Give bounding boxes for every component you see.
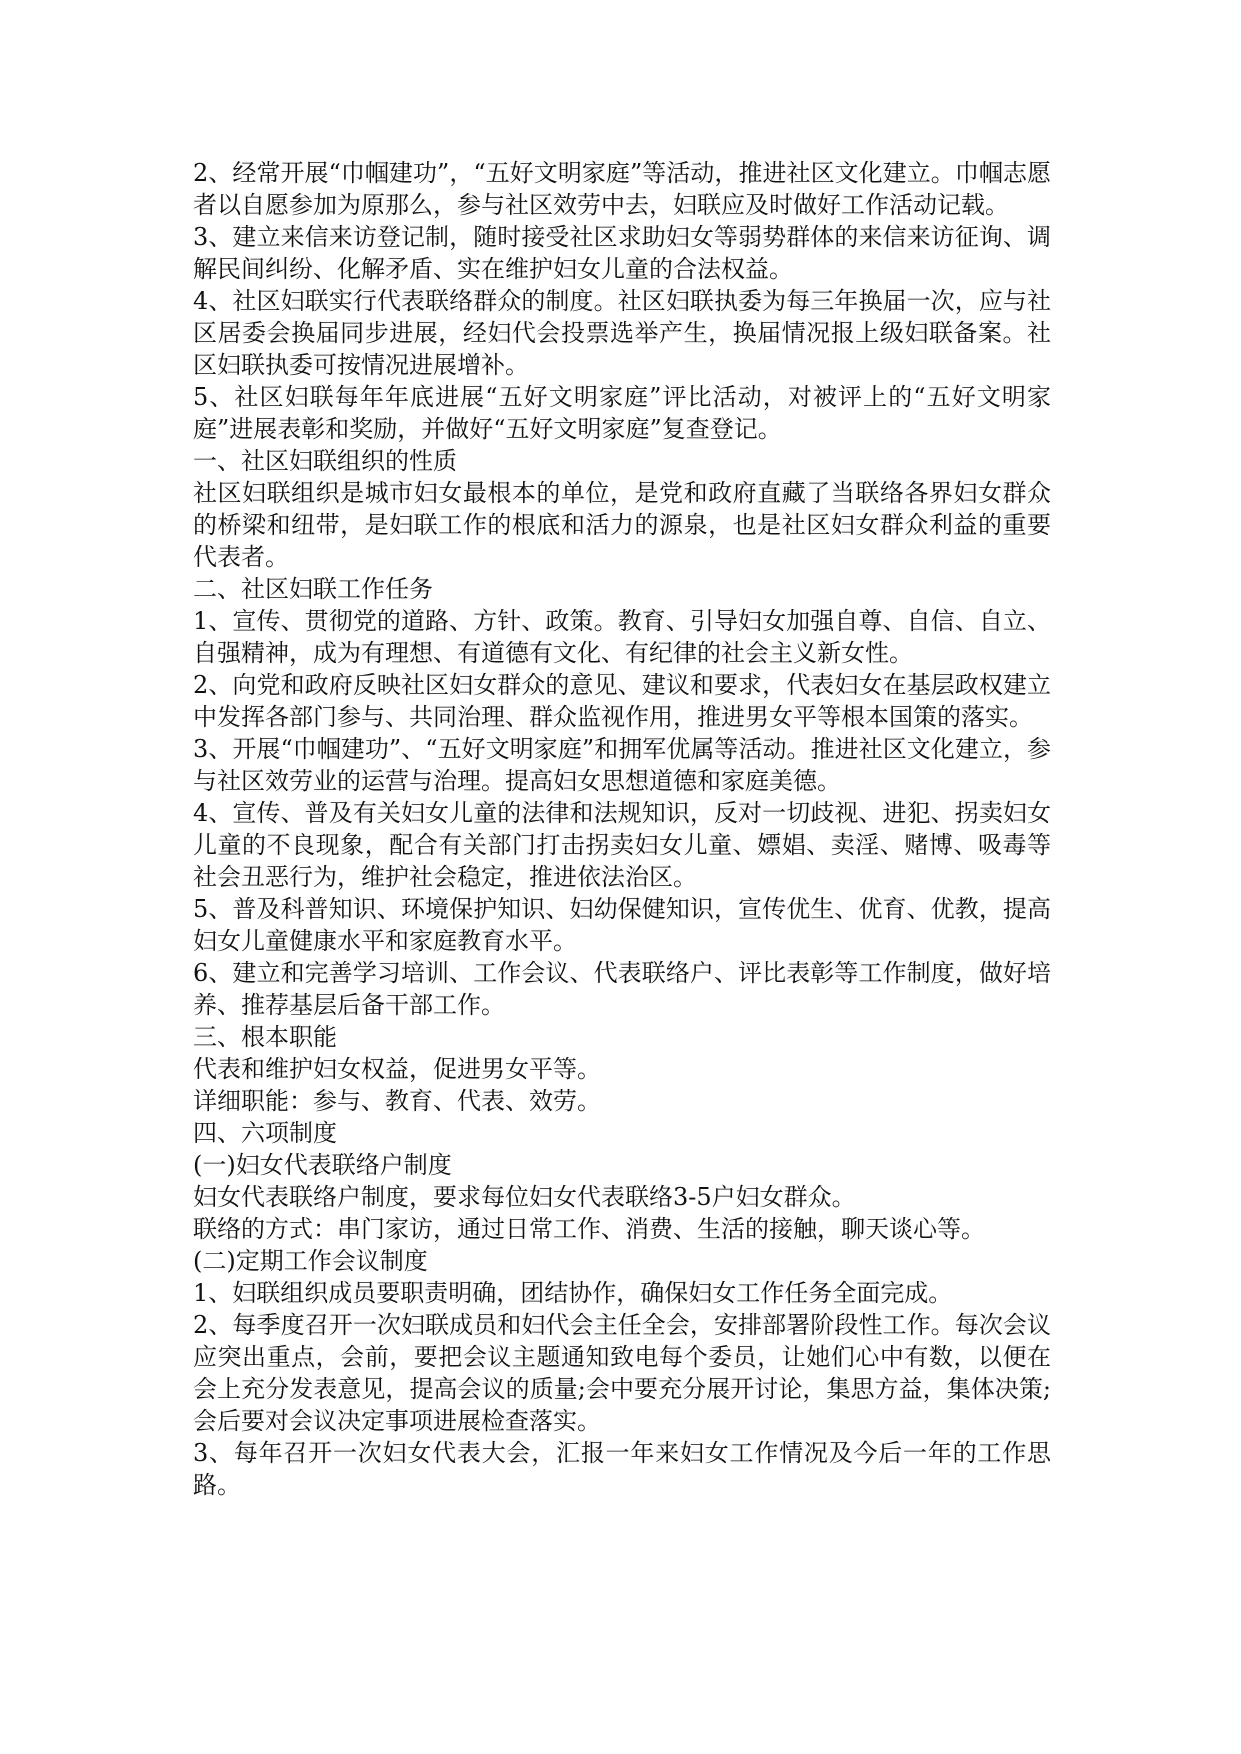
paragraph: 1、宣传、贯彻党的道路、方针、政策。教育、引导妇女加强自尊、自信、自立、自强精神，成为有理想、有道德有文化、有纪律的社会主义新女性。 — [193, 607, 1051, 667]
paragraph: 3、建立来信来访登记制，随时接受社区求助妇女等弱势群体的来信来访征询、调解民间纠纷、化解矛盾、实在维护妇女儿童的合法权益。 — [193, 223, 1051, 283]
paragraph: 5、社区妇联每年年底进展“五好文明家庭”评比活动，对被评上的“五好文明家庭”进展表彰和奖励，并做好“五好文明家庭”复查登记。 — [193, 383, 1051, 443]
paragraph: 5、普及科普知识、环境保护知识、妇幼保健知识，宣传优生、优育、优教，提高妇女儿童健康水平和家庭教育水平。 — [193, 895, 1051, 955]
paragraph: 4、社区妇联实行代表联络群众的制度。社区妇联执委为每三年换届一次，应与社区居委会换届同步进展，经妇代会投票选举产生，换届情况报上级妇联备案。社区妇联执委可按情况进展增补。 — [193, 287, 1051, 379]
paragraph: 3、每年召开一次妇女代表大会，汇报一年来妇女工作情况及今后一年的工作思路。 — [193, 1439, 1051, 1499]
subsection-heading: (二)定期工作会议制度 — [193, 1247, 428, 1275]
paragraph: 1、妇联组织成员要职责明确，团结协作，确保妇女工作任务全面完成。 — [193, 1279, 953, 1307]
paragraph: 联络的方式：串门家访，通过日常工作、消费、生活的接触，聊天谈心等。 — [193, 1215, 985, 1243]
paragraph: 妇女代表联络户制度，要求每位妇女代表联络3-5户妇女群众。 — [193, 1183, 856, 1211]
paragraph: 详细职能：参与、教育、代表、效劳。 — [193, 1087, 601, 1115]
paragraph: 2、经常开展“巾帼建功”，“五好文明家庭”等活动，推进社区文化建立。巾帼志愿者以自愿参加为原那么，参与社区效劳中去，妇联应及时做好工作活动记载。 — [193, 159, 1051, 219]
paragraph: 2、每季度召开一次妇联成员和妇代会主任全会，安排部署阶段性工作。每次会议应突出重点，会前，要把会议主题通知致电每个委员，让她们心中有数，以便在会上充分发表意见，提高会议的质量;会中要充分展开讨论，集思方益，集体决策;会后要对会议决定事项进展检查落实。 — [193, 1311, 1051, 1435]
section-heading: 二、社区妇联工作任务 — [193, 575, 433, 603]
section-heading: 一、社区妇联组织的性质 — [193, 447, 457, 475]
section-heading: 四、六项制度 — [193, 1119, 337, 1147]
paragraph: 4、宣传、普及有关妇女儿童的法律和法规知识，反对一切歧视、进犯、拐卖妇女儿童的不良现象，配合有关部门打击拐卖妇女儿童、嫖娼、卖淫、赌博、吸毒等社会丑恶行为，维护社会稳定，推进依法治区。 — [193, 799, 1051, 891]
subsection-heading: (一)妇女代表联络户制度 — [193, 1151, 452, 1179]
section-heading: 三、根本职能 — [193, 1023, 337, 1051]
paragraph: 3、开展“巾帼建功”、“五好文明家庭”和拥军优属等活动。推进社区文化建立，参与社区效劳业的运营与治理。提高妇女思想道德和家庭美德。 — [193, 735, 1051, 795]
paragraph: 代表和维护妇女权益，促进男女平等。 — [193, 1055, 601, 1083]
document-body — [193, 157, 1051, 1501]
paragraph: 2、向党和政府反映社区妇女群众的意见、建议和要求，代表妇女在基层政权建立中发挥各部门参与、共同治理、群众监视作用，推进男女平等根本国策的落实。 — [193, 671, 1051, 731]
paragraph: 6、建立和完善学习培训、工作会议、代表联络户、评比表彰等工作制度，做好培养、推荐基层后备干部工作。 — [193, 959, 1051, 1019]
paragraph: 社区妇联组织是城市妇女最根本的单位，是党和政府直藏了当联络各界妇女群众的桥梁和纽带，是妇联工作的根底和活力的源泉，也是社区妇女群众利益的重要代表者。 — [193, 479, 1051, 571]
